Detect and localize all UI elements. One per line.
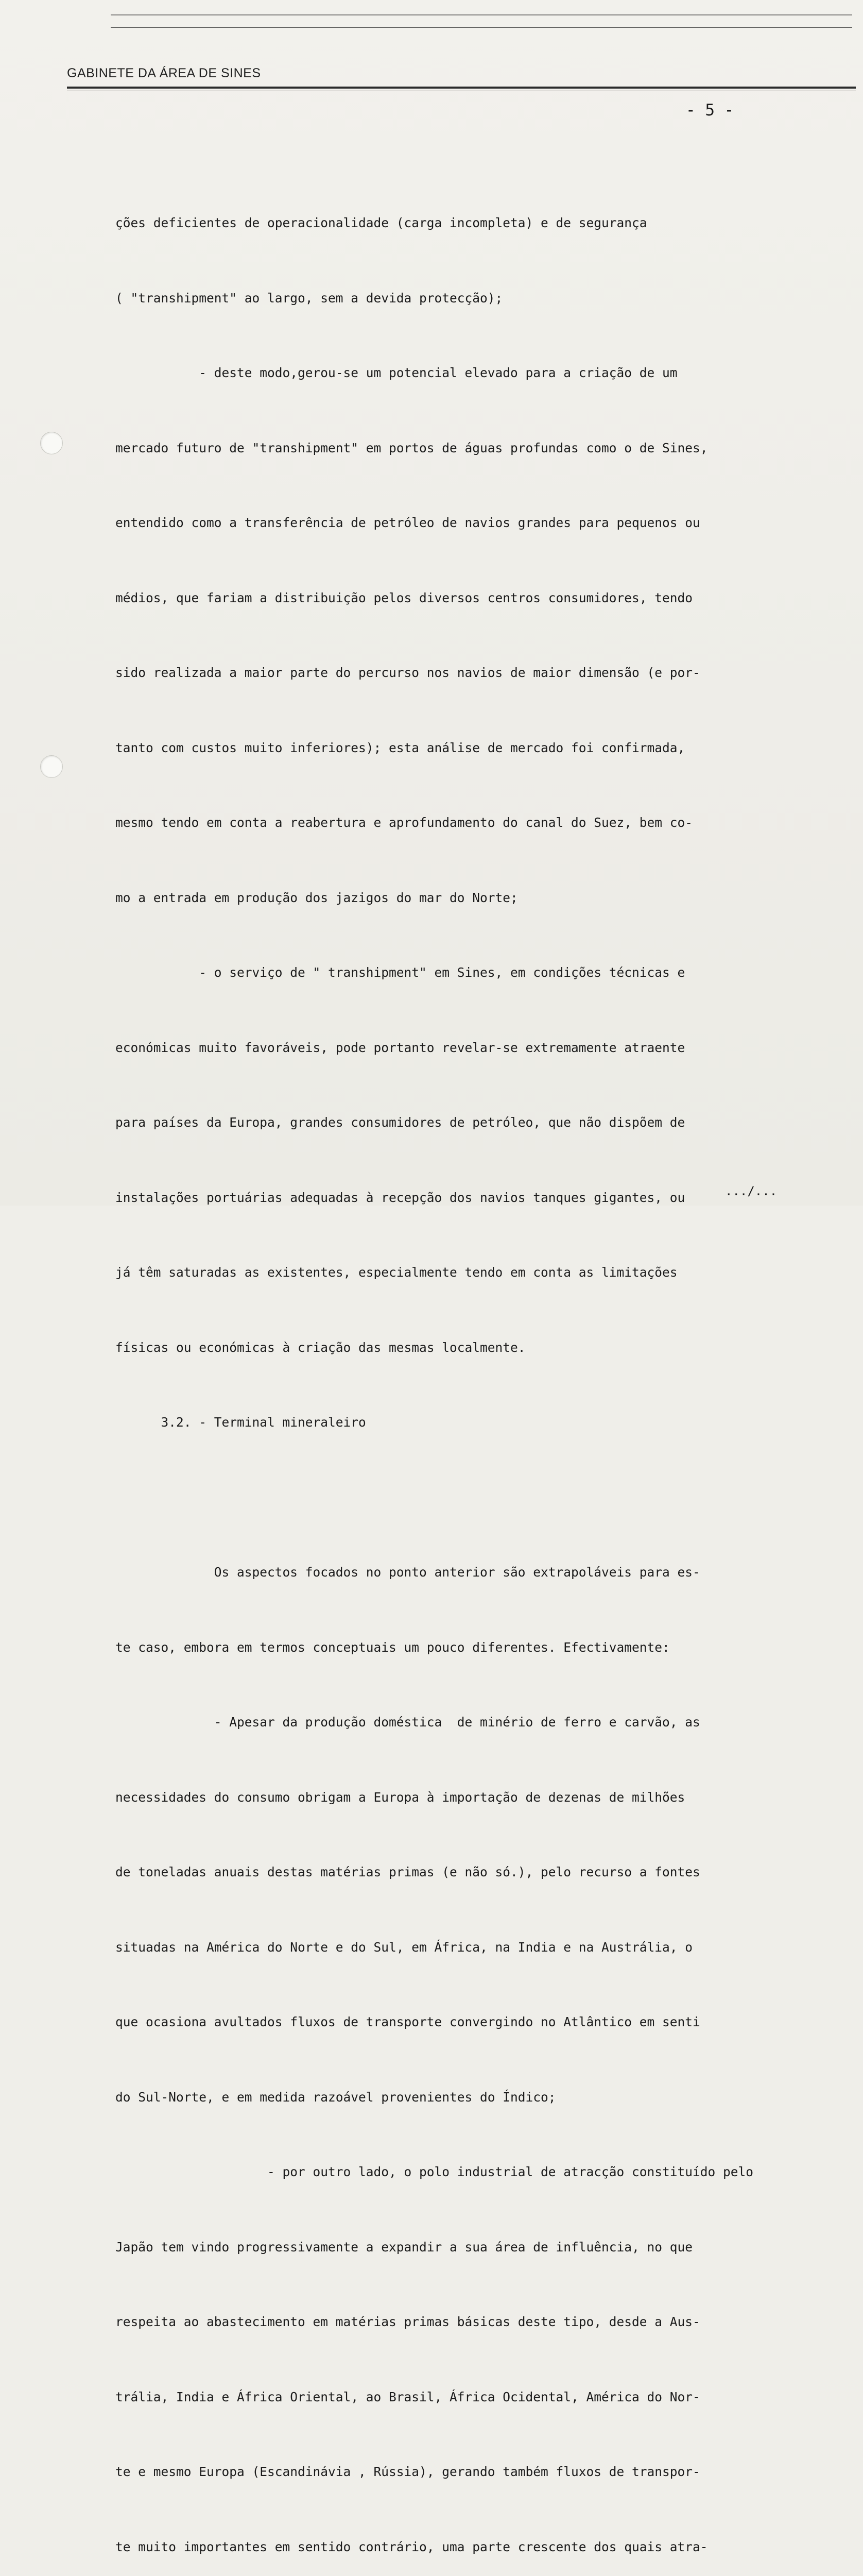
text-line: respeita ao abastecimento em matérias primas básicas deste tipo, desde a Aus- bbox=[115, 2314, 700, 2329]
text-line: instalações portuárias adequadas à recepção dos navios tanques gigantes, ou bbox=[115, 1190, 685, 1205]
text-line: para países da Europa, grandes consumidores de petróleo, que não dispõem de bbox=[115, 1115, 685, 1130]
text-line: te e mesmo Europa (Escandinávia , Rússia), gerando também fluxos de transpor- bbox=[115, 2464, 700, 2479]
text-line: te caso, embora em termos conceptuais um pouco diferentes. Efectivamente: bbox=[115, 1639, 670, 1655]
continuation-mark: .../... bbox=[725, 1184, 778, 1198]
text-line: entendido como a transferência de petróleo de navios grandes para pequenos ou bbox=[115, 515, 700, 530]
text-line: - o serviço de " transhipment" em Sines, em condições técnicas e bbox=[115, 965, 685, 980]
binder-hole-bottom bbox=[40, 755, 63, 778]
text-line: trália, India e África Oriental, ao Brasil, África Ocidental, América do Nor- bbox=[115, 2389, 700, 2404]
header-rule bbox=[67, 87, 856, 89]
text-line: que ocasiona avultados fluxos de transporte convergindo no Atlântico em senti bbox=[115, 2014, 700, 2029]
top-rule-2 bbox=[111, 27, 852, 28]
text-line: médios, que fariam a distribuição pelos diversos centros consumidores, tendo bbox=[115, 590, 693, 605]
text-line: Japão tem vindo progressivamente a expandir a sua área de influência, no que bbox=[115, 2239, 693, 2255]
text-line: tanto com custos muito inferiores); esta análise de mercado foi confirmada, bbox=[115, 740, 685, 755]
text-line: sido realizada a maior parte do percurso nos navios de maior dimensão (e por- bbox=[115, 665, 700, 680]
body-text bbox=[115, 161, 805, 2576]
section-heading: 3.2. - Terminal mineraleiro bbox=[115, 1415, 366, 1430]
text-line: - deste modo,gerou-se um potencial elevado para a criação de um bbox=[115, 365, 678, 380]
text-line: de toneladas anuais destas matérias primas (e não só.), pelo recurso a fontes bbox=[115, 1865, 700, 1879]
text-line: do Sul-Norte, e em medida razoável provenientes do Índico; bbox=[115, 2089, 556, 2105]
text-line: físicas ou económicas à criação das mesmas localmente. bbox=[115, 1340, 526, 1355]
text-line: - Apesar da produção doméstica de minério de ferro e carvão, as bbox=[115, 1715, 700, 1730]
page-number: - 5 - bbox=[686, 101, 734, 120]
text-line: mo a entrada em produção dos jazigos do mar do Norte; bbox=[115, 890, 518, 905]
text-line: mesmo tendo em conta a reabertura e aprofundamento do canal do Suez, bem co- bbox=[115, 815, 693, 830]
text-line: situadas na América do Norte e do Sul, em África, na India e na Austrália, o bbox=[115, 1939, 693, 1955]
text-line: já têm saturadas as existentes, especialmente tendo em conta as limitações bbox=[115, 1265, 678, 1280]
text-line: necessidades do consumo obrigam a Europa à importação de dezenas de milhões bbox=[115, 1789, 685, 1805]
text-line: ções deficientes de operacionalidade (carga incompleta) e de segurança bbox=[115, 215, 647, 230]
text-line: Os aspectos focados no ponto anterior são extrapoláveis para es- bbox=[115, 1565, 700, 1580]
header-title: GABINETE DA ÁREA DE SINES bbox=[67, 66, 261, 80]
text-line: ( "transhipment" ao largo, sem a devida protecção); bbox=[115, 290, 503, 306]
text-line: te muito importantes em sentido contrário, uma parte crescente dos quais atra- bbox=[115, 2539, 708, 2554]
top-rule-1 bbox=[111, 14, 852, 15]
text-line-blank bbox=[115, 1485, 805, 1511]
binder-hole-top bbox=[40, 432, 63, 454]
text-line: mercado futuro de "transhipment" em portos de águas profundas como o de Sines, bbox=[115, 440, 708, 455]
text-line: económicas muito favoráveis, pode portanto revelar-se extremamente atraente bbox=[115, 1040, 685, 1055]
text-line: - por outro lado, o polo industrial de atracção constituído pelo bbox=[115, 2164, 754, 2179]
